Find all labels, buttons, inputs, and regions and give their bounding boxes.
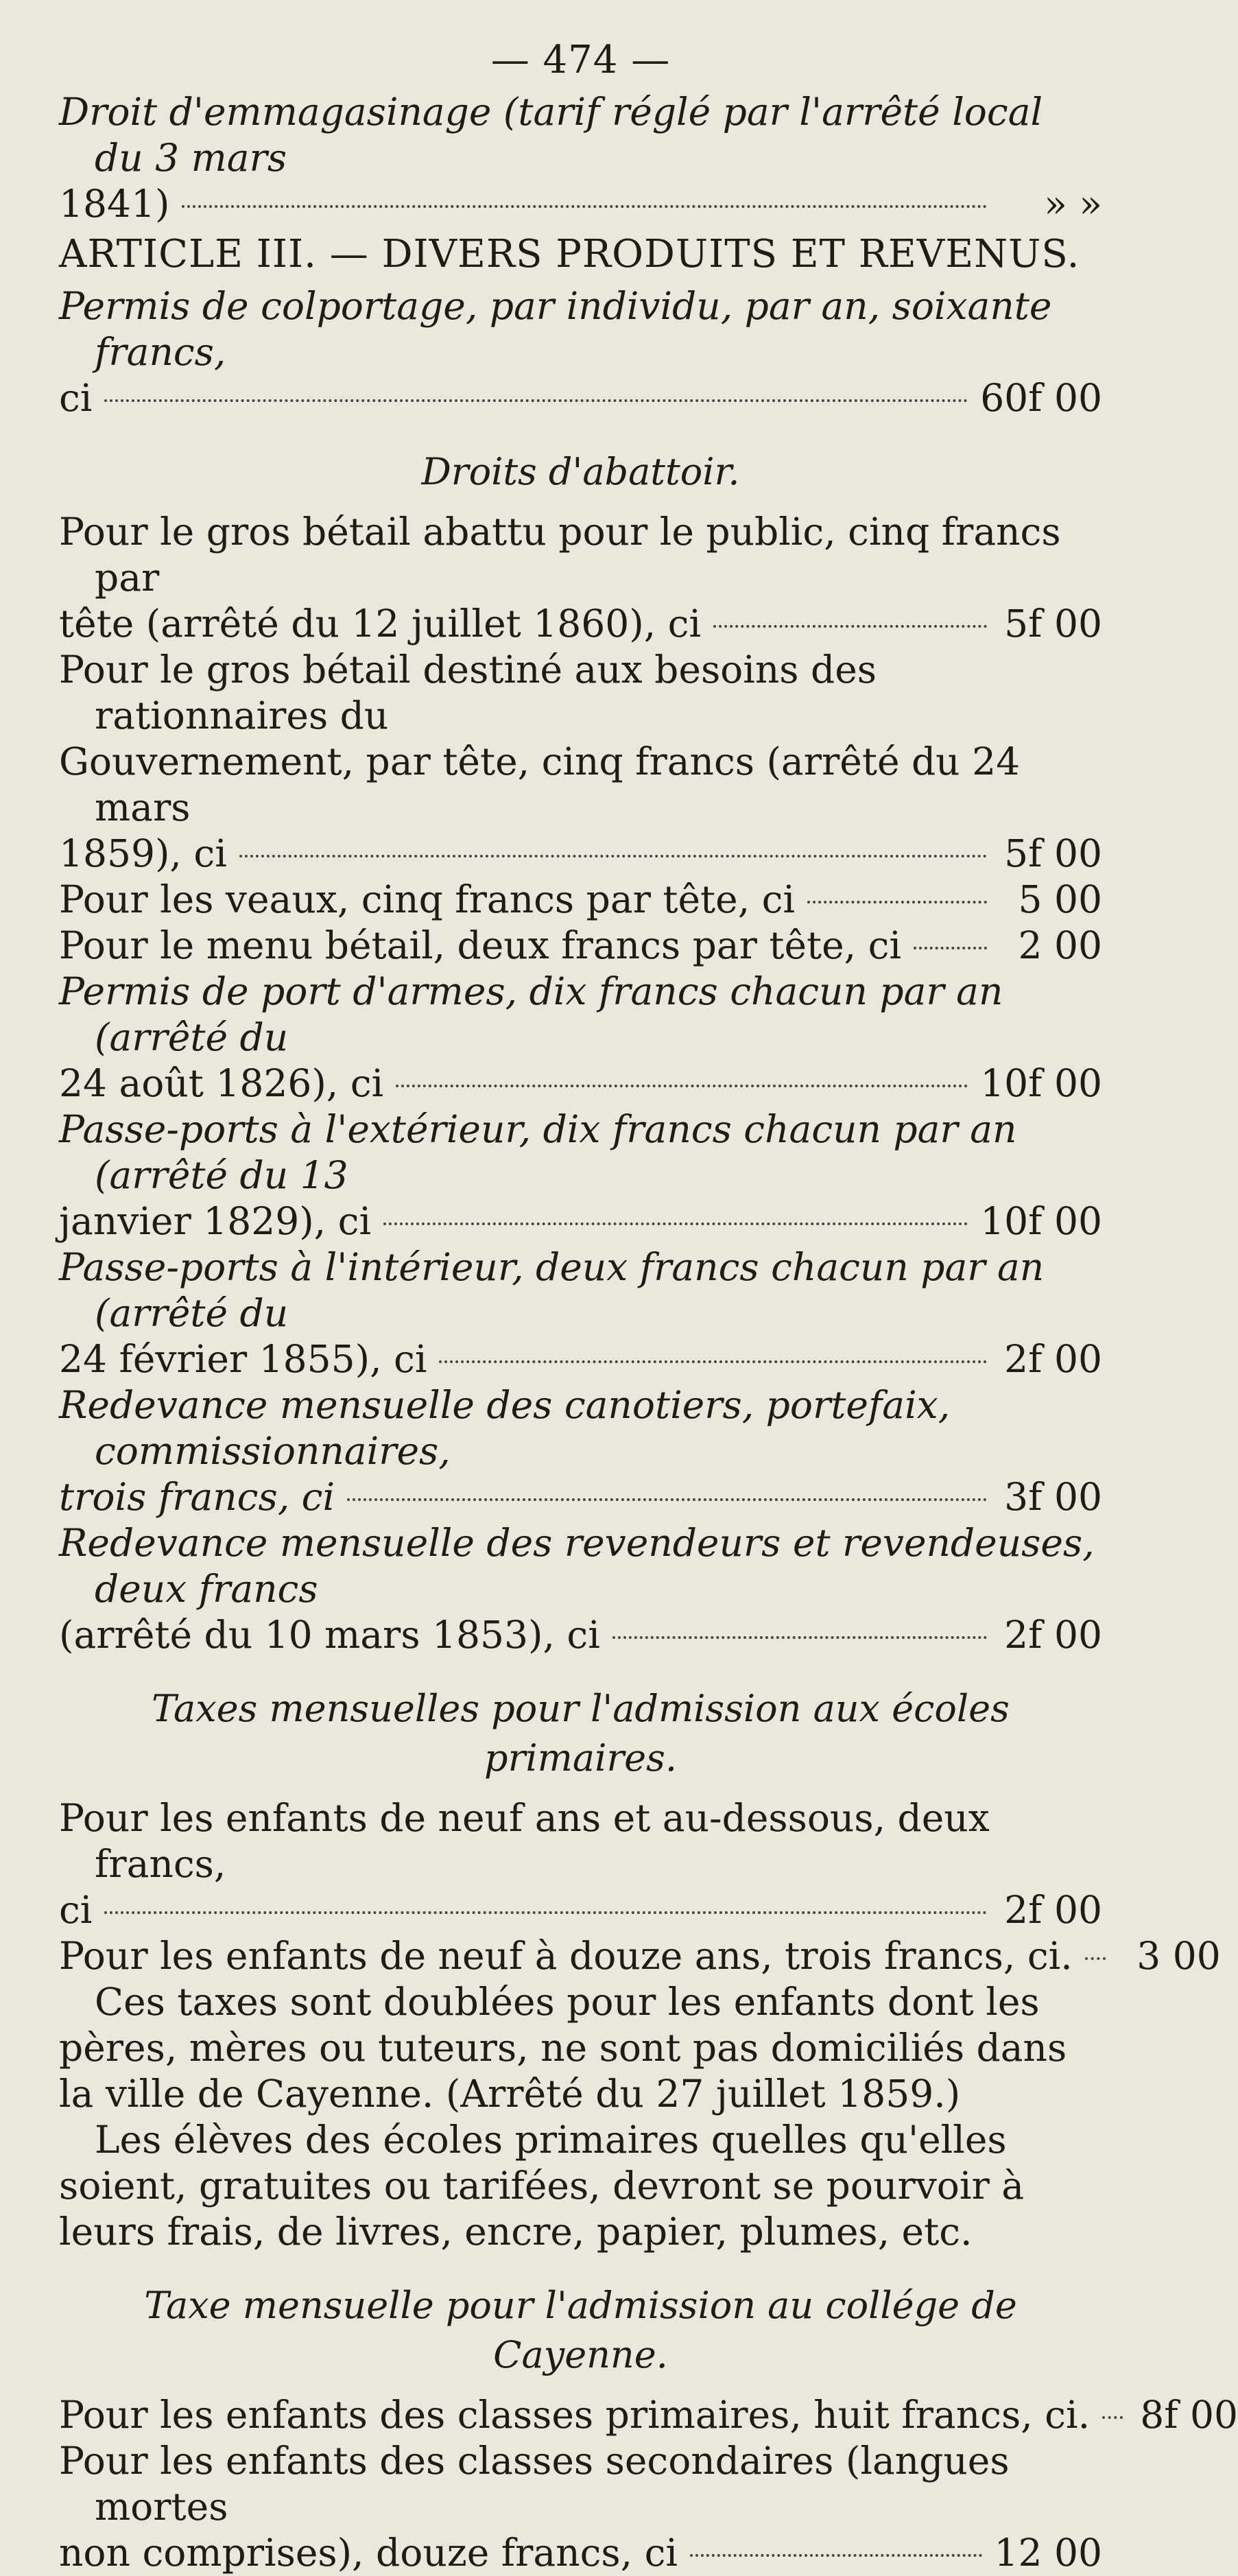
entry-text: Permis de port d'armes, dix francs chacun par an (arrêté du xyxy=(59,969,1003,1059)
entry-amount: 5 00 xyxy=(1018,877,1102,921)
entry-text: Gouvernement, par tête, cinq francs (arrêté du 24 mars xyxy=(59,740,1021,829)
entry-text: Pour le gros bétail abattu pour le public, cinq francs par xyxy=(59,510,1061,600)
page-number: — 474 — xyxy=(490,38,671,82)
entry-gros-betail-gouvernement xyxy=(59,647,1102,739)
entry-passeports-interieur xyxy=(59,1244,1102,1336)
entry-redevance-revendeurs xyxy=(59,1520,1102,1612)
entry-menu-betail xyxy=(59,923,1102,969)
entry-amount: 8f 00 xyxy=(1140,2393,1238,2437)
dot-leader xyxy=(807,901,987,903)
entry-gros-betail-public xyxy=(59,509,1102,601)
entry-redevance-canotiers xyxy=(59,1382,1102,1474)
entry-text: Passe-ports à l'intérieur, deux francs chacun par an (arrêté du xyxy=(59,1245,1045,1335)
entry-label: trois francs, ci xyxy=(59,1475,335,1519)
dot-leader xyxy=(383,1222,968,1225)
entry-port-armes-amount-line xyxy=(59,1061,1102,1107)
entry-label: 1841) xyxy=(59,182,170,226)
dot-leader xyxy=(914,947,987,949)
entry-label: ci xyxy=(59,376,93,420)
article-heading: ARTICLE III. — DIVERS PRODUITS ET REVENUS. xyxy=(59,232,1080,276)
entry-amount: » » xyxy=(1044,182,1102,226)
entry-label: 24 août 1826), ci xyxy=(59,1061,384,1105)
entry-redevance-revendeurs-amount-line xyxy=(59,1612,1102,1658)
entry-text: Permis de colportage, par individu, par an, soixante francs, xyxy=(59,284,1052,374)
entry-veaux xyxy=(59,877,1102,923)
entry-label: Pour les veaux, cinq francs par tête, ci xyxy=(59,877,796,921)
dot-leader xyxy=(104,1911,987,1914)
entry-port-armes xyxy=(59,969,1102,1061)
entry-amount: 5f 00 xyxy=(1004,602,1102,646)
entry-label: non comprises), douze francs, ci xyxy=(59,2531,678,2575)
entry-text: Droit d'emmagasinage (tarif réglé par l'arrêté local du 3 mars xyxy=(59,90,1043,180)
entry-amount: 2f 00 xyxy=(1004,1337,1102,1381)
entry-classes-primaires xyxy=(59,2392,1238,2438)
entry-passeports-exterieur xyxy=(59,1107,1102,1198)
entry-amount: 5f 00 xyxy=(1004,831,1102,875)
entry-label: Pour les enfants des classes primaires, huit francs, ci. xyxy=(59,2393,1091,2437)
entry-label: tête (arrêté du 12 juillet 1860), ci xyxy=(59,602,702,646)
entry-droit-emmagasinage xyxy=(59,89,1102,181)
entry-classes-secondaires-amount-line xyxy=(59,2530,1102,2576)
entry-label: Pour le menu bétail, deux francs par tête, ci xyxy=(59,923,902,967)
entry-enfants-neuf-douze-ans xyxy=(59,1933,1221,1979)
dot-leader xyxy=(1102,2416,1123,2419)
paragraph-taxes-doublees: Ces taxes sont doublées pour les enfants dont les pères, mères ou tuteurs, ne sont pas domiciliés dans la ville de Cayenne. (Arrêté du 27 juillet 1859.) xyxy=(59,1980,1067,2116)
entry-redevance-canotiers-amount-line xyxy=(59,1474,1102,1520)
entry-amount: 2 00 xyxy=(1018,923,1102,967)
entry-amount: 10f 00 xyxy=(980,1199,1102,1243)
entry-label: ci xyxy=(59,1888,93,1932)
entry-label: (arrêté du 10 mars 1853), ci xyxy=(59,1613,600,1657)
entry-label: 1859), ci xyxy=(59,831,227,875)
entry-gros-betail-gouvernement-amount-line xyxy=(59,831,1102,877)
entry-enfants-neuf-ans xyxy=(59,1795,1102,1887)
entry-colportage-amount-line xyxy=(59,375,1102,421)
entry-text: Redevance mensuelle des canotiers, portefaix, commissionnaires, xyxy=(59,1383,951,1473)
entry-gros-betail-public-amount-line xyxy=(59,601,1102,647)
section-heading-ecoles: Taxes mensuelles pour l'admission aux écoles primaires. xyxy=(152,1687,1010,1780)
entry-amount: 12 00 xyxy=(994,2531,1102,2575)
entry-text: Pour les enfants des classes secondaires (langues mortes xyxy=(59,2439,1010,2529)
dot-leader xyxy=(104,399,968,402)
entry-label: Pour les enfants de neuf à douze ans, trois francs, ci. xyxy=(59,1934,1073,1978)
entry-text: Passe-ports à l'extérieur, dix francs chacun par an (arrêté du 13 xyxy=(59,1107,1017,1197)
dot-leader xyxy=(347,1498,987,1501)
entry-amount: 2f 00 xyxy=(1004,1888,1102,1932)
dot-leader xyxy=(182,205,987,208)
entry-amount: 3 00 xyxy=(1136,1934,1221,1978)
entry-text: Pour le gros bétail destiné aux besoins des rationnaires du xyxy=(59,648,877,737)
entry-colportage xyxy=(59,283,1102,375)
entry-label: 24 février 1855), ci xyxy=(59,1337,427,1381)
entry-amount: 10f 00 xyxy=(980,1061,1102,1105)
section-heading-abattoir: Droits d'abattoir. xyxy=(421,450,740,493)
entry-passeports-interieur-amount-line xyxy=(59,1336,1102,1382)
entry-enfants-neuf-ans-amount-line xyxy=(59,1887,1102,1933)
entry-classes-secondaires xyxy=(59,2438,1102,2530)
entry-gros-betail-gouvernement-line-2 xyxy=(59,739,1102,831)
entry-text: Pour les enfants de neuf ans et au-dessous, deux francs, xyxy=(59,1796,990,1886)
entry-label: janvier 1829), ci xyxy=(59,1199,372,1243)
section-heading-college: Taxe mensuelle pour l'admission au collége de Cayenne. xyxy=(144,2284,1017,2376)
entry-text: Redevance mensuelle des revendeurs et revendeuses, deux francs xyxy=(59,1521,1095,1611)
entry-amount: 3f 00 xyxy=(1004,1475,1102,1519)
entry-amount: 2f 00 xyxy=(1004,1613,1102,1657)
dot-leader xyxy=(713,625,987,628)
dot-leader xyxy=(612,1636,987,1639)
spacer xyxy=(59,421,1102,435)
entry-passeports-exterieur-amount-line xyxy=(59,1198,1102,1244)
paragraph-eleves-frais: Les élèves des écoles primaires quelles qu'elles soient, gratuites ou tarifées, devront se pourvoir à leurs frais, de livres, encre, papier, plumes, etc. xyxy=(59,2118,1025,2254)
dot-leader xyxy=(690,2554,982,2557)
dot-leader xyxy=(439,1360,987,1363)
spacer xyxy=(59,1658,1102,1672)
dot-leader xyxy=(396,1085,968,1087)
entry-droit-emmagasinage-amount-line xyxy=(59,181,1102,227)
dot-leader xyxy=(1085,1957,1106,1960)
entry-amount: 60f 00 xyxy=(980,376,1102,420)
dot-leader xyxy=(239,855,987,858)
spacer xyxy=(59,2255,1102,2269)
